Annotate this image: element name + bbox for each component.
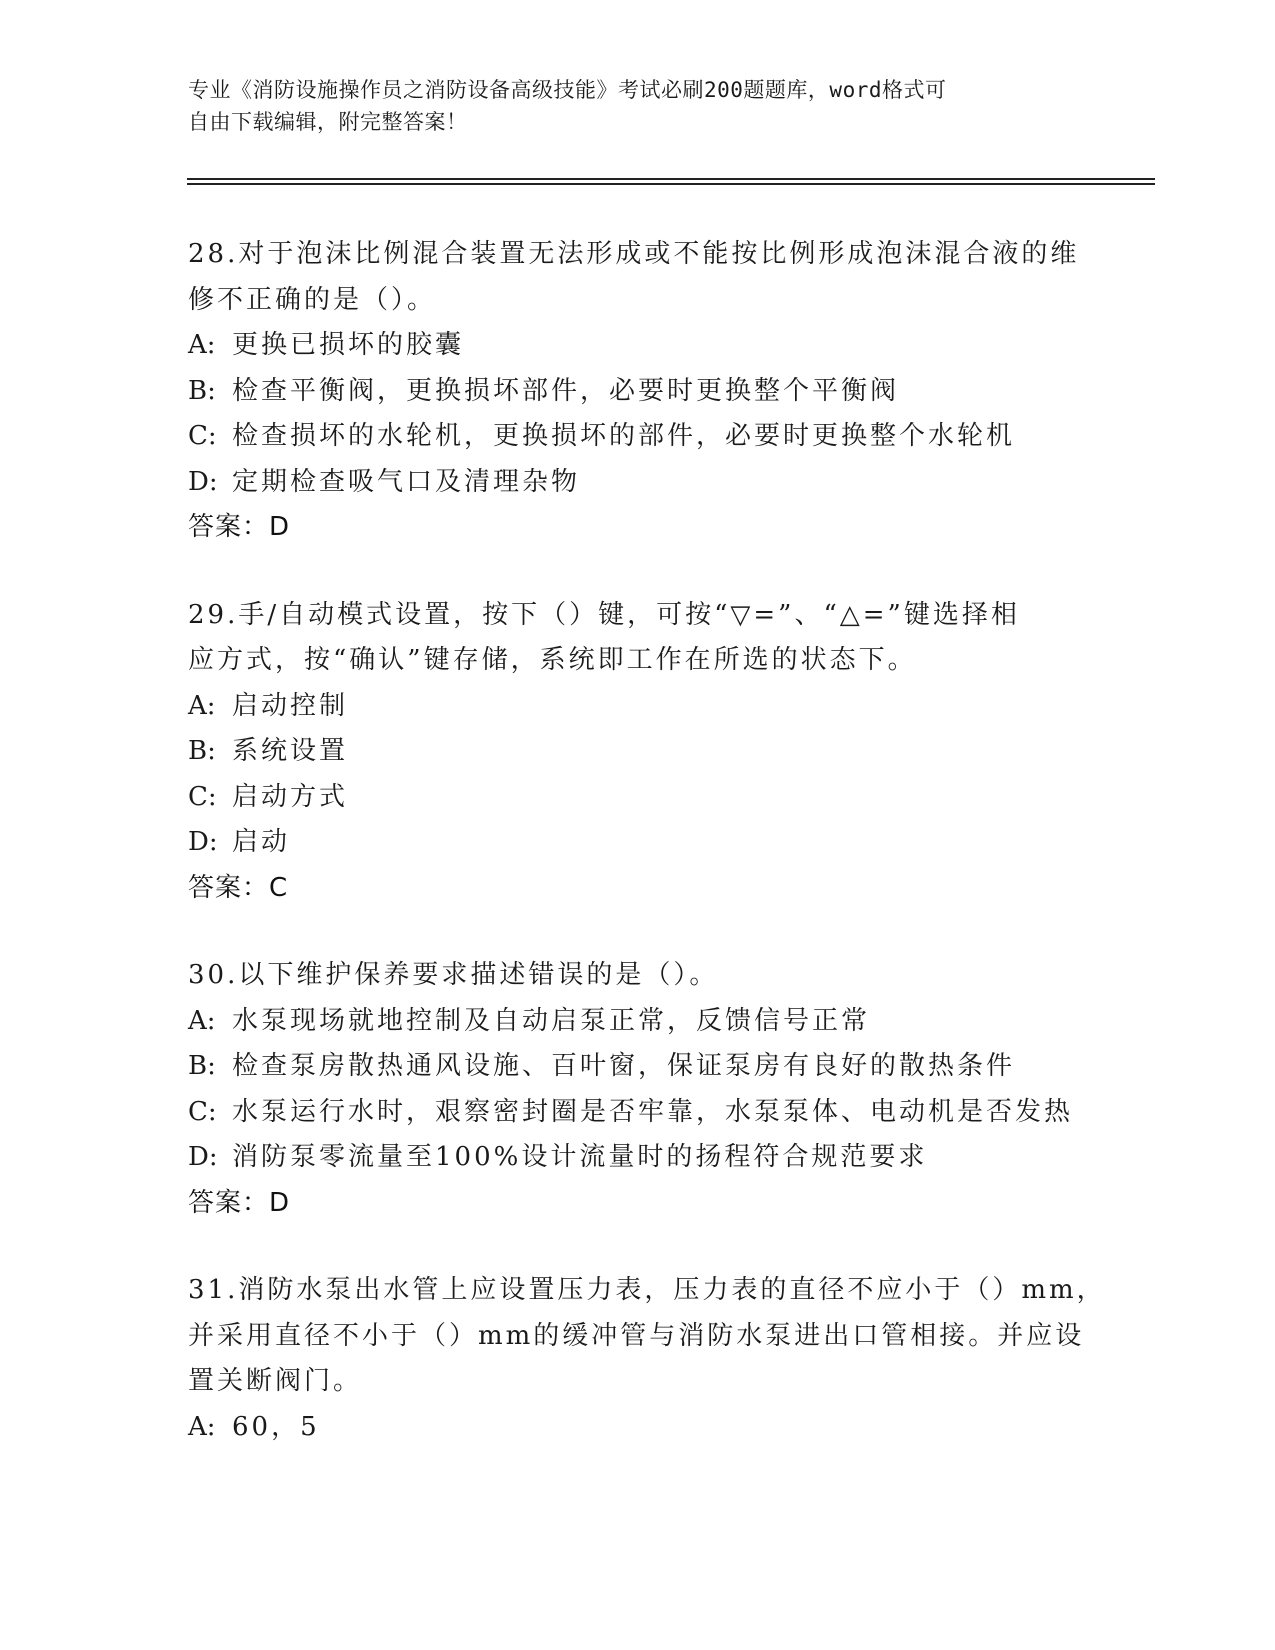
option-text: 消防泵零流量至100%设计流量时的扬程符合规范要求 [232,1142,928,1172]
question-stem: 并采用直径不小于（）mm的缓冲管与消防水泵进出口管相接。并应设 [188,1320,1085,1351]
option-label: A: [188,1005,216,1036]
question-28 [188,232,1088,551]
option-a [188,684,1088,730]
document-header [188,74,1068,138]
option-b [188,1044,1088,1090]
option-a [188,323,1088,369]
option-text: 启动控制 [232,690,349,721]
question-29 [188,593,1088,912]
header-divider [187,178,1155,180]
option-label: A: [188,690,216,721]
option-a [188,999,1088,1045]
option-label: C: [188,1096,217,1127]
option-text: 定期检查吸气口及清理杂物 [232,466,581,497]
option-label: C: [188,781,217,812]
question-stem: 应方式，按“确认”键存储，系统即工作在所选的状态下。 [188,645,917,675]
option-b [188,369,1088,415]
answer: 答案：C [188,872,289,903]
option-text: 检查泵房散热通风设施、百叶窗，保证泵房有良好的散热条件 [232,1051,1016,1081]
option-d [188,1135,1088,1181]
option-c [188,414,1088,460]
question-stem: 28.对于泡沫比例混合装置无法形成或不能按比例形成泡沫混合液的维 [188,239,1080,269]
header-line: 自由下载编辑，附完整答案！ [188,110,468,134]
option-label: D: [188,1142,218,1172]
option-c [188,775,1088,821]
answer: 答案：D [188,512,291,542]
option-text: 60，5 [232,1411,320,1442]
option-label: B: [188,736,216,766]
option-d [188,460,1088,506]
option-text: 水泵现场就地控制及自动启泵正常，反馈信号正常 [232,1005,871,1036]
question-stem: 29.手/自动模式设置，按下（）键，可按“▽=”、“△=”键选择相 [188,599,1020,630]
option-label: D: [188,466,218,497]
option-text: 检查损坏的水轮机，更换损坏的部件，必要时更换整个水轮机 [232,421,1016,451]
option-label: A: [188,1411,216,1442]
option-b [188,729,1088,775]
option-d [188,820,1088,866]
question-31 [188,1268,1106,1450]
option-text: 更换已损坏的胶囊 [232,330,465,360]
question-stem: 修不正确的是（）。 [188,284,437,315]
option-text: 启动 [232,827,291,857]
question-30 [188,953,1088,1226]
header-line: 专业《消防设施操作员之消防设备高级技能》考试必刷200题题库，word格式可 [188,78,947,102]
option-text: 水泵运行水时，艰察密封圈是否牢靠，水泵泵体、电动机是否发热 [232,1096,1074,1127]
option-label: B: [188,1051,216,1081]
header-divider [187,183,1155,185]
question-list [188,232,1106,1492]
question-stem: 置关断阀门。 [188,1366,363,1396]
option-label: D: [188,827,218,857]
option-text: 检查平衡阀，更换损坏部件，必要时更换整个平衡阀 [232,375,900,406]
option-text: 系统设置 [232,736,349,766]
option-a [188,1405,1088,1451]
option-c [188,1090,1088,1136]
question-stem: 30.以下维护保养要求描述错误的是（）。 [188,960,719,990]
option-label: C: [188,421,217,451]
option-label: B: [188,375,216,406]
question-stem: 31.消防水泵出水管上应设置压力表，压力表的直径不应小于（）mm， [188,1275,1106,1305]
option-text: 启动方式 [232,781,349,812]
answer: 答案：D [188,1187,291,1218]
option-label: A: [188,330,216,360]
